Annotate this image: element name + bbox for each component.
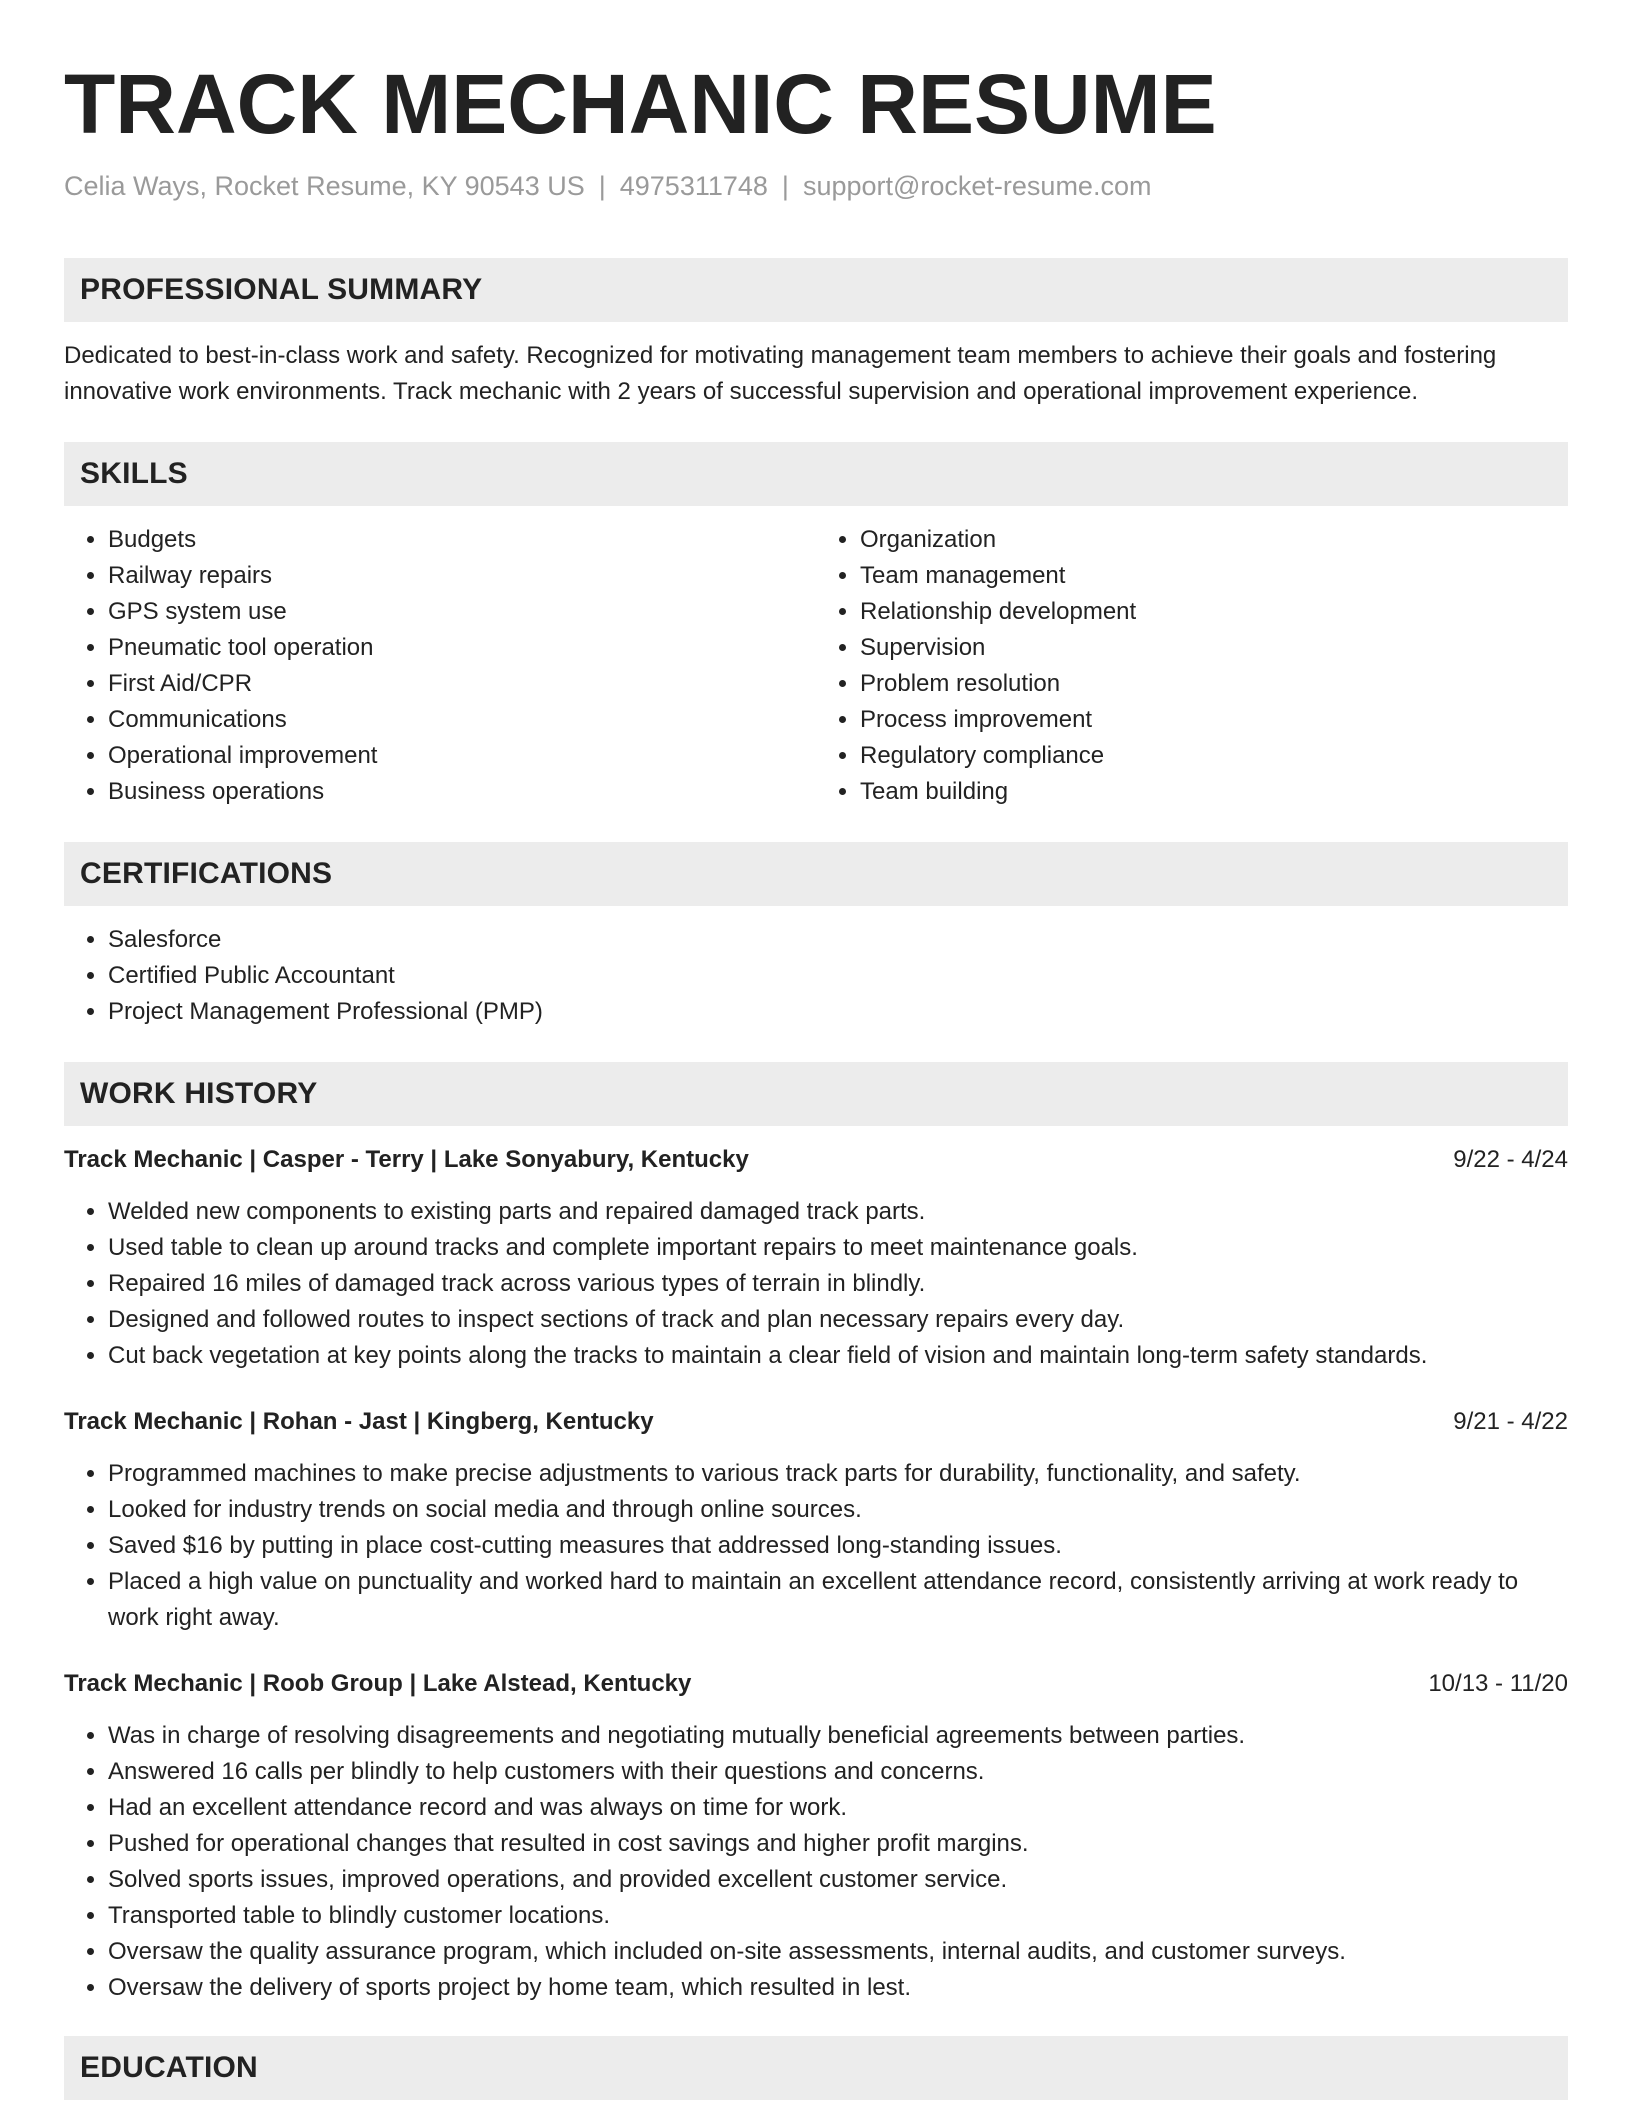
job-bullet: • Welded new components to existing parts and repaired damaged track parts. xyxy=(108,1194,1568,1230)
job-header xyxy=(64,1666,1568,1702)
job-title: Track Mechanic | Casper - Terry | Lake Sonyabury, Kentucky xyxy=(64,1146,749,1173)
contact-separator: | xyxy=(598,171,606,201)
job-bullet: • Placed a high value on punctuality and worked hard to maintain an excellent attendance record, consistently arriving at work ready to work right away. xyxy=(108,1564,1568,1636)
job-bullet: • Answered 16 calls per blindly to help customers with their questions and concerns. xyxy=(108,1754,1568,1790)
skill-item: • First Aid/CPR xyxy=(108,666,816,702)
skill-item: • Communications xyxy=(108,702,816,738)
job-bullet: • Looked for industry trends on social media and through online sources. xyxy=(108,1492,1568,1528)
job-header xyxy=(64,1142,1568,1178)
job-bullet: • Used table to clean up around tracks and complete important repairs to meet maintenance goals. xyxy=(108,1230,1568,1266)
job-title: Track Mechanic | Rohan - Jast | Kingberg, Kentucky xyxy=(64,1408,654,1435)
contact-line xyxy=(64,168,1568,204)
job-bullet: • Programmed machines to make precise adjustments to various track parts for durability, functionality, and safety. xyxy=(108,1456,1568,1492)
job-dates: 9/22 - 4/24 xyxy=(1453,1146,1568,1173)
skill-item: • Process improvement xyxy=(860,702,1568,738)
section-heading-education: EDUCATION xyxy=(64,2036,1568,2100)
skill-item: • Operational improvement xyxy=(108,738,816,774)
section-heading-certifications: CERTIFICATIONS xyxy=(64,842,1568,906)
certification-item: • Project Management Professional (PMP) xyxy=(108,994,1568,1030)
resume-title: TRACK MECHANIC RESUME xyxy=(64,57,1217,151)
job-entry xyxy=(64,1142,1568,1374)
summary-text: Dedicated to best-in-class work and safety. Recognized for motivating management team members to achieve their goals and fostering innovative work environments. Track mechanic with 2 years of successful supervision and operational improvement experience. xyxy=(64,342,1497,405)
skill-item: • Team building xyxy=(860,774,1568,810)
job-dates: 9/21 - 4/22 xyxy=(1453,1408,1568,1435)
section-heading-skills: SKILLS xyxy=(64,442,1568,506)
job-bullet: • Solved sports issues, improved operations, and provided excellent customer service. xyxy=(108,1862,1568,1898)
contact-phone: 4975311748 xyxy=(619,171,768,201)
contact-address: Celia Ways, Rocket Resume, KY 90543 US xyxy=(64,171,585,201)
job-bullet: • Transported table to blindly customer locations. xyxy=(108,1898,1568,1934)
job-bullet: • Oversaw the delivery of sports project by home team, which resulted in lest. xyxy=(108,1970,1568,2006)
skill-item: • GPS system use xyxy=(108,594,816,630)
job-bullet: • Was in charge of resolving disagreements and negotiating mutually beneficial agreements between parties. xyxy=(108,1718,1568,1754)
skill-item: • Relationship development xyxy=(860,594,1568,630)
skill-item: • Supervision xyxy=(860,630,1568,666)
contact-email: support@rocket-resume.com xyxy=(802,171,1152,201)
skills-column-left xyxy=(64,522,816,810)
skills-column-right xyxy=(816,522,1568,810)
certifications-list xyxy=(64,922,1568,1030)
skill-item: • Business operations xyxy=(108,774,816,810)
skill-item: • Railway repairs xyxy=(108,558,816,594)
certification-item: • Salesforce xyxy=(108,922,1568,958)
job-entry xyxy=(64,1666,1568,2006)
job-bullet: • Pushed for operational changes that resulted in cost savings and higher profit margins. xyxy=(108,1826,1568,1862)
job-bullet: • Designed and followed routes to inspect sections of track and plan necessary repairs every day. xyxy=(108,1302,1568,1338)
section-heading-work-history: WORK HISTORY xyxy=(64,1062,1568,1126)
job-bullets xyxy=(64,1194,1568,1374)
job-bullets xyxy=(64,1456,1568,1636)
job-bullet: • Oversaw the quality assurance program, which included on-site assessments, internal audits, and customer surveys. xyxy=(108,1934,1568,1970)
skills-list xyxy=(64,522,1568,810)
job-header xyxy=(64,1404,1568,1440)
job-bullets xyxy=(64,1718,1568,2006)
job-dates: 10/13 - 11/20 xyxy=(1428,1670,1568,1697)
job-bullet: • Repaired 16 miles of damaged track across various types of terrain in blindly. xyxy=(108,1266,1568,1302)
skill-item: • Budgets xyxy=(108,522,816,558)
skill-item: • Organization xyxy=(860,522,1568,558)
job-bullet: • Had an excellent attendance record and was always on time for work. xyxy=(108,1790,1568,1826)
certification-item: • Certified Public Accountant xyxy=(108,958,1568,994)
skill-item: • Problem resolution xyxy=(860,666,1568,702)
skill-item: • Team management xyxy=(860,558,1568,594)
section-heading-summary: PROFESSIONAL SUMMARY xyxy=(64,258,1568,322)
contact-separator: | xyxy=(781,171,789,201)
job-bullet: • Saved $16 by putting in place cost-cutting measures that addressed long-standing issues. xyxy=(108,1528,1568,1564)
job-entry xyxy=(64,1404,1568,1636)
skill-item: • Pneumatic tool operation xyxy=(108,630,816,666)
job-bullet: • Cut back vegetation at key points along the tracks to maintain a clear field of vision and maintain long-term safety standards. xyxy=(108,1338,1568,1374)
job-title: Track Mechanic | Roob Group | Lake Alstead, Kentucky xyxy=(64,1670,692,1697)
skill-item: • Regulatory compliance xyxy=(860,738,1568,774)
